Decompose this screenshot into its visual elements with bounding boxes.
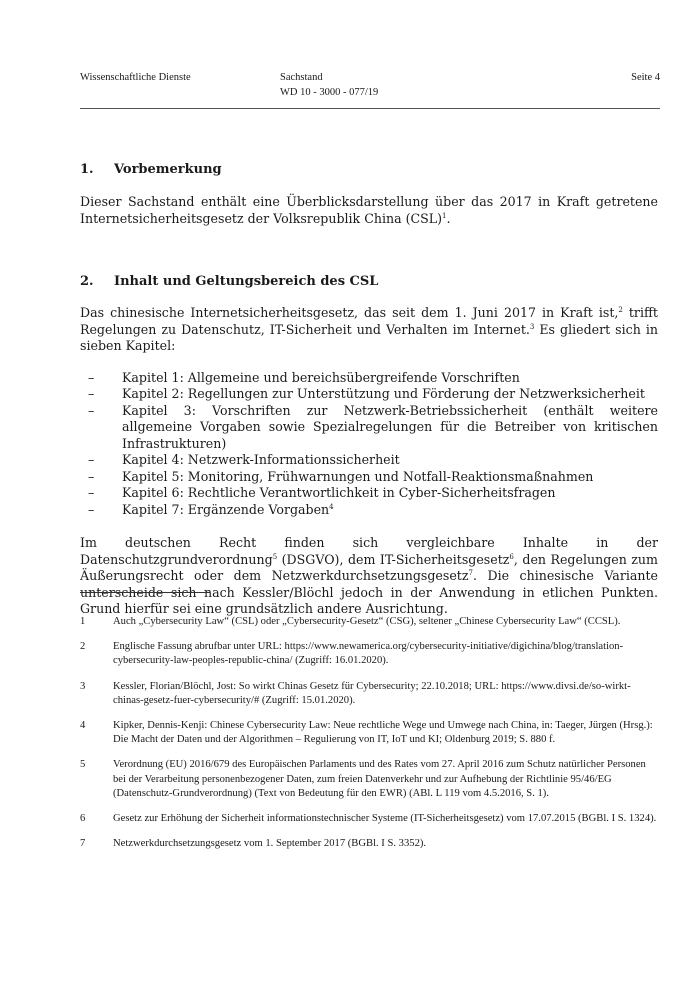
p2-text-b: (DSGVO), dem IT-Sicherheitsgesetz xyxy=(277,551,510,567)
section-1-title: Vorbemerkung xyxy=(114,162,222,177)
footnote-text: Auch „Cybersecurity Law“ (CSL) oder „Cybersecurity-Gesetz“ (CSG), seltener „Chinese Cybersecurity Law“ (CCSL). xyxy=(113,616,621,627)
footnote xyxy=(80,680,658,708)
p2-text-c: , den Regelungen zum Äußerungsrecht oder dem Netzwerkdurchsetzungsgesetz xyxy=(80,551,658,583)
chapter-label: Kapitel 5: Monitoring, Frühwarnungen und Notfall-Reaktionsmaßnahmen xyxy=(122,468,594,484)
section-1-number: 1. xyxy=(80,162,94,177)
chapter-list xyxy=(80,370,658,519)
section-2-number: 2. xyxy=(80,274,94,289)
p1-text-b: trifft Regelungen zu Datenschutz, IT-Sicherheit und Verhalten im Internet. xyxy=(80,305,658,337)
section-1-heading xyxy=(80,162,658,177)
footnote-ref-7[interactable]: 7 xyxy=(468,568,473,577)
list-dash: – xyxy=(88,386,95,401)
chapter-item xyxy=(80,502,658,519)
p2-text-a: Im deutschen Recht finden sich vergleichbare Inhalte in der Datenschutzgrundverordnung xyxy=(80,535,658,567)
header-doc-type: Sachstand xyxy=(280,72,323,83)
footnote-number: 7 xyxy=(80,838,86,850)
footnote-ref-3[interactable]: 3 xyxy=(529,322,535,331)
list-dash: – xyxy=(88,452,95,467)
footnote-ref-4[interactable]: 4 xyxy=(329,502,334,511)
footnote-number: 5 xyxy=(80,759,86,771)
footnote xyxy=(80,812,658,826)
section-2-title: Inhalt und Geltungsbereich des CSL xyxy=(114,274,379,289)
chapter-item xyxy=(80,485,658,502)
chapter-item xyxy=(80,370,658,387)
p1-text-c: Es gliedert sich in sieben Kapitel: xyxy=(80,321,658,353)
footnote-number: 3 xyxy=(80,680,86,692)
footnote-text: Netzwerkdurchsetzungsgesetz vom 1. September 2017 (BGBl. I S. 3352). xyxy=(113,838,427,850)
list-dash: – xyxy=(88,485,95,500)
footnote-ref-2[interactable]: 2 xyxy=(618,305,623,314)
list-dash: – xyxy=(88,402,95,418)
chapter-label: Kapitel 7: Ergänzende Vorgaben xyxy=(122,501,330,517)
footnote xyxy=(80,640,658,668)
p2-text-d: . Die chinesische Variante unterscheide sich nach Kessler/Blöchl jedoch in der Anwendung in etlichen Punkten. Grund hierfür sei eine grundsätzlich andere Ausrichtung. xyxy=(80,568,658,616)
list-dash: – xyxy=(88,501,95,517)
p1-text-a: Das chinesische Internetsicherheitsgesetz, das seit dem 1. Juni 2017 in Kraft ist, xyxy=(80,305,619,320)
footnote-ref-6[interactable]: 6 xyxy=(509,552,514,561)
footnote-rule xyxy=(80,592,210,593)
chapter-label: Kapitel 2: Regellungen zur Unterstützung und Förderung der Netzwerksicherheit xyxy=(122,386,645,401)
footnote-number: 4 xyxy=(80,720,86,732)
list-dash: – xyxy=(88,468,95,484)
footnote-text: Kessler, Florian/Blöchl, Jost: So wirkt Chinas Gesetz für Cybersecurity; 22.10.2018; URL: https://www.divsi.de/so-wirkt-chinas-gesetz-fuer-cybersecurity/# (Zugriff: 15.01.2020). xyxy=(113,680,631,706)
chapter-item xyxy=(80,469,658,486)
section-2-heading xyxy=(80,274,658,289)
main-content xyxy=(80,162,658,618)
footnote xyxy=(80,837,658,851)
footnote xyxy=(80,719,658,747)
chapter-item xyxy=(80,403,658,453)
footnote-ref-1[interactable]: 1 xyxy=(442,211,447,220)
footnote-number: 6 xyxy=(80,813,86,825)
section-1-paragraph xyxy=(80,194,658,227)
section-2-paragraph-1 xyxy=(80,305,658,355)
footnote-text: Verordnung (EU) 2016/679 des Europäischen Parlaments und des Rates vom 27. April 2016 zum Schutz natürlicher Personen bei der Verarbeitung personenbezogener Daten, zum freien Datenverkehr und zur Aufhebung der Richtlinie 95/46/EG (Datenschutz-Grundverordnung) (Text von Bedeutung für den EWR) (ABl. L 119 vom 4.5.2016, S. 1). xyxy=(113,759,646,799)
footnote-text: Gesetz zur Erhöhung der Sicherheit informationstechnischer Systeme (IT-Sicherheitsgesetz) vom 17.07.2015 (BGBl. I S. 1324). xyxy=(113,813,657,825)
section-1-text: Dieser Sachstand enthält eine Überblicksdarstellung über das 2017 in Kraft getretene Internetsicherheitsgesetz der Volksrepublik China (CSL) xyxy=(80,194,658,226)
footnote xyxy=(80,615,658,629)
footnote-ref-5[interactable]: 5 xyxy=(272,552,278,561)
footnote-text: Englische Fassung abrufbar unter URL: https://www.newamerica.org/cybersecurity-initiative/digichina/blog/translation-cybersecurity-law-peoples-republic-china/ (Zugriff: 16.01.2020). xyxy=(113,641,624,667)
section-2-paragraph-2 xyxy=(80,535,658,618)
chapter-item xyxy=(80,386,658,403)
footnote xyxy=(80,758,658,801)
chapter-label: Kapitel 1: Allgemeine und bereichsübergreifende Vorschriften xyxy=(122,369,520,385)
footnote-text: Kipker, Dennis-Kenji: Chinese Cybersecurity Law: Neue rechtliche Wege und Umwege nach China, in: Taeger, Jürgen (Hrsg.): Die Macht der Daten und der Algorithmen – Regulierung von IT, IoT und KI; Oldenburg 2019; S. 880 f. xyxy=(113,720,653,746)
footnote-number: 2 xyxy=(80,641,86,653)
header-org: Wissenschaftliche Dienste xyxy=(80,72,191,83)
chapter-label: Kapitel 3: Vorschriften zur Netzwerk-Betriebssicherheit (enthält weitere allgemeine Vorgaben sowie Spezialregelungen für die Betreiber von kritischen Infrastrukturen) xyxy=(122,402,658,451)
chapter-item xyxy=(80,452,658,469)
chapter-label: Kapitel 4: Netzwerk-Informationssicherheit xyxy=(122,452,400,467)
footnotes xyxy=(80,615,658,862)
header-doc-number: WD 10 - 3000 - 077/19 xyxy=(280,87,379,98)
header-doc-info xyxy=(280,70,378,100)
footnote-number: 1 xyxy=(80,616,86,627)
chapter-label: Kapitel 6: Rechtliche Verantwortlichkeit in Cyber-Sicherheitsfragen xyxy=(122,485,556,500)
section-1-text-end: . xyxy=(446,210,451,226)
header-page-number: Seite 4 xyxy=(631,72,660,83)
list-dash: – xyxy=(88,369,95,385)
header-rule xyxy=(80,108,660,109)
